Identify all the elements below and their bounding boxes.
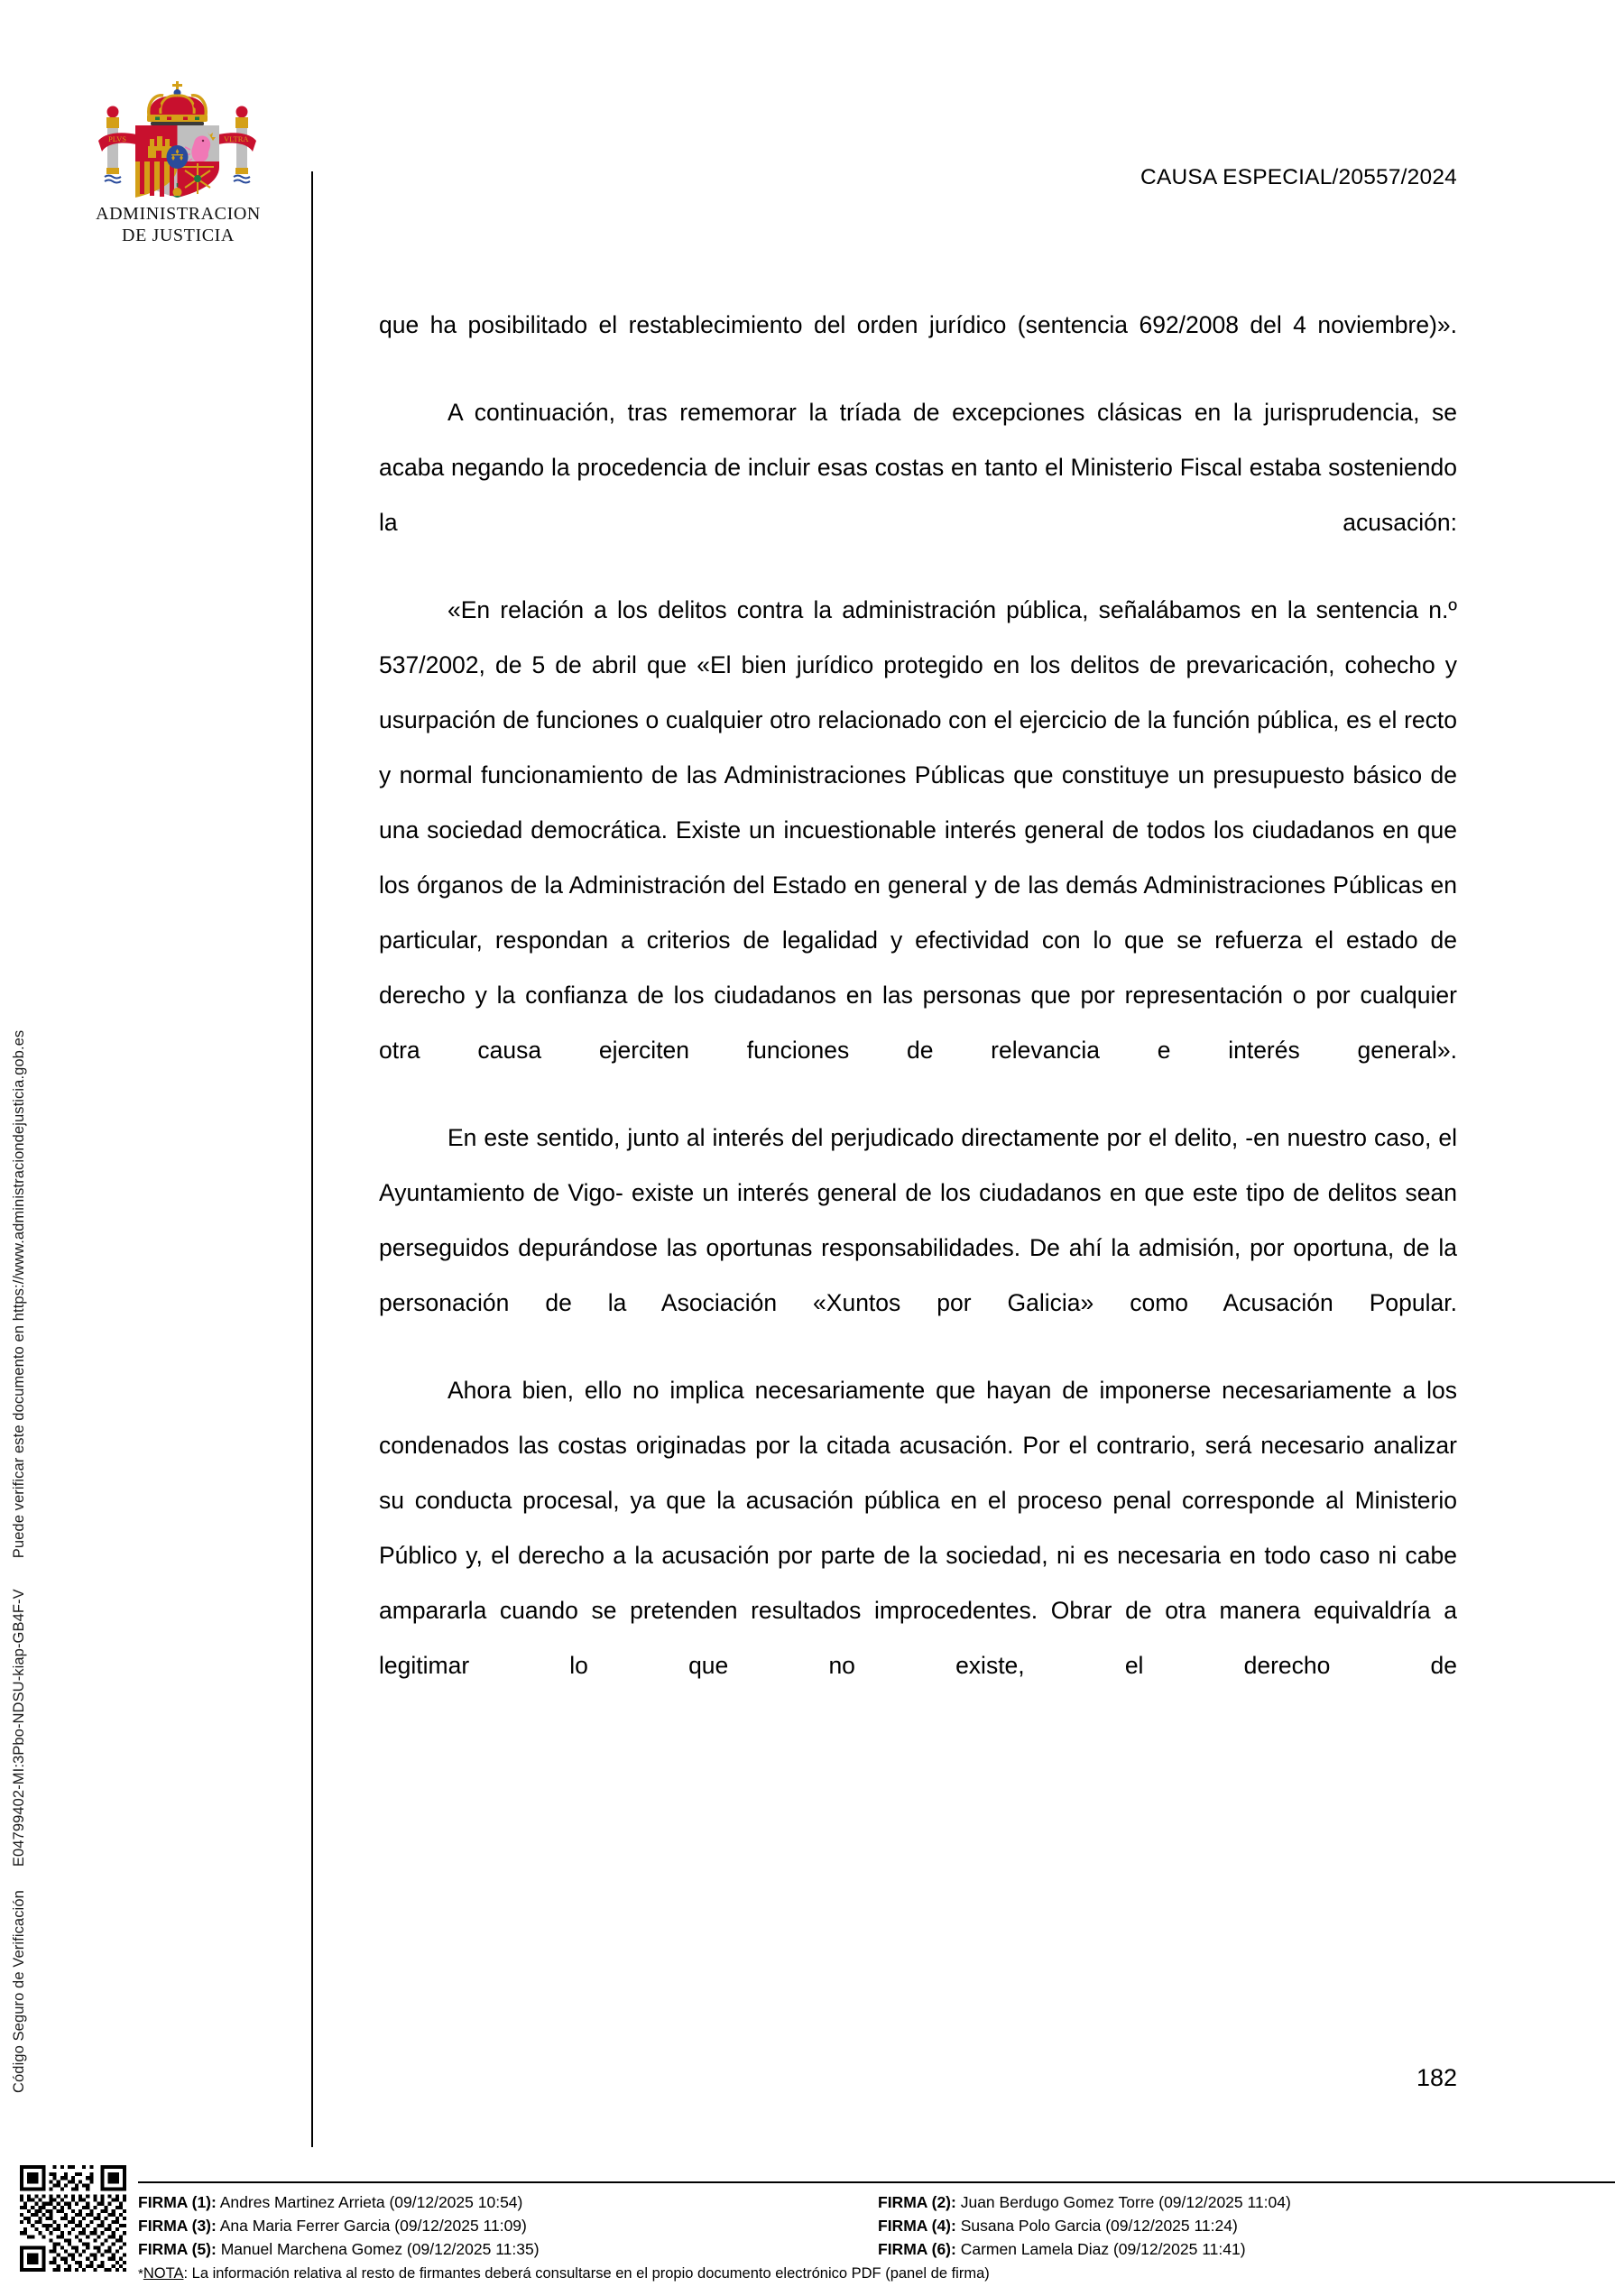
- signature-row-2: [878, 2190, 1618, 2214]
- paragraph-4: En este sentido, junto al interés del perjudicado directamente por el delito, -en nuestro caso, el Ayuntamiento de Vigo- existe un interés general de los ciudadanos en que este tipo de delitos sean perseguidos depurándose las oportunas responsabilidades. De ahí la admisión, por oportuna, de la personación de la Asociación «Xuntos por Galicia» como Acusación Popular.: [379, 1124, 1457, 1316]
- signature-label-1: FIRMA (1):: [138, 2193, 217, 2211]
- crown-icon: [147, 81, 208, 125]
- csv-label: Código Seguro de Verificación: [11, 1890, 27, 2093]
- signature-label-4: FIRMA (4):: [878, 2217, 956, 2235]
- page-number: 182: [1416, 2064, 1457, 2091]
- ribbon-left-text: PLVS: [107, 134, 126, 143]
- emblem-caption-line1: ADMINISTRACION: [96, 204, 261, 224]
- signature-label-6: FIRMA (6):: [878, 2240, 956, 2258]
- spain-coat-of-arms-block: [54, 78, 302, 246]
- signature-label-3: FIRMA (3):: [138, 2217, 217, 2235]
- paragraph-2: A continuación, tras rememorar la tríada de excepciones clásicas en la jurisprudencia, se acaba negando la procedencia de incluir esas costas en tanto el Ministerio Fiscal estaba sosteniendo la acusación:: [379, 399, 1457, 536]
- verification-code-strip: [7, 0, 49, 2147]
- signature-label-5: FIRMA (5):: [138, 2240, 217, 2258]
- signature-row-4: [878, 2214, 1618, 2237]
- case-reference-header: CAUSA ESPECIAL/20557/2024: [1140, 165, 1457, 189]
- signature-footer: [138, 2190, 1618, 2284]
- footer-note-star: *: [138, 2266, 143, 2282]
- footer-note-keyword: NOTA: [143, 2265, 184, 2282]
- signature-row-3: [138, 2214, 878, 2237]
- signature-row-5: [138, 2237, 878, 2261]
- signature-value-3: Ana Maria Ferrer Garcia (09/12/2025 11:09): [219, 2217, 527, 2235]
- signature-grid: [138, 2190, 1618, 2261]
- signature-value-2: Juan Berdugo Gomez Torre (09/12/2025 11:04): [960, 2193, 1291, 2211]
- emblem-caption-line2: DE JUSTICIA: [122, 225, 235, 245]
- paragraph-5: Ahora bien, ello no implica necesariamente que hayan de imponerse necesariamente a los condenados las costas originadas por la citada acusación. Por el contrario, será necesario analizar su conducta procesal, ya que la acusación pública en el proceso penal corresponde al Ministerio Público y, el derecho a la acusación por parte de la sociedad, ni es necesaria en todo caso ni cabe ampararla cuando se pretenden resultados improcedentes. Obrar de otra manera equivaldría a legitimar lo que no existe, el derecho de: [379, 1377, 1457, 1679]
- signature-value-5: Manuel Marchena Gomez (09/12/2025 11:35): [220, 2240, 540, 2258]
- signature-label-2: FIRMA (2):: [878, 2193, 956, 2211]
- footer-note: [138, 2264, 1618, 2284]
- signature-row-1: [138, 2190, 878, 2214]
- csv-code: E04799402-MI:3Pbo-NDSU-kiap-GB4F-V: [11, 1589, 27, 1867]
- shield-icon: [135, 125, 219, 198]
- signature-value-6: Carmen Lamela Diaz (09/12/2025 11:41): [960, 2240, 1246, 2258]
- paragraph-1: que ha posibilitado el restablecimiento del orden jurídico (sentencia 692/2008 del 4 noviembre)».: [379, 311, 1457, 338]
- coat-of-arms-icon: [84, 78, 273, 200]
- csv-verify-url-text: Puede verificar este documento en https://www.administraciondejusticia.gob.es: [11, 1029, 27, 1559]
- signature-value-4: Susana Polo Garcia (09/12/2025 11:24): [960, 2217, 1238, 2235]
- signature-row-6: [878, 2237, 1618, 2261]
- ribbon-right-text: VLTRA: [223, 134, 249, 143]
- footer-note-text: : La información relativa al resto de firmantes deberá consultarse en el propio documento electrónico PDF (panel de firma): [183, 2265, 990, 2282]
- document-body: [379, 298, 1457, 1693]
- footer-divider-rule: [138, 2181, 1615, 2183]
- paragraph-3: «En relación a los delitos contra la administración pública, señalábamos en la sentencia n.º 537/2002, de 5 de abril que «El bien jurídico protegido en los delitos de prevaricación, cohecho y usurpación de funciones o cualquier otro relacionado con el ejercicio de la función pública, es el recto y normal funcionamiento de las Administraciones Públicas que constituye un presupuesto básico de una sociedad democrática. Existe un incuestionable interés general de todos los ciudadanos en que los órganos de la Administración del Estado en general y de las demás Administraciones Públicas en particular, respondan a criterios de legalidad y efectividad con lo que se refuerza el estado de derecho y la confianza de los ciudadanos en las personas que por representación o por cualquier otra causa ejerciten funciones de relevancia e interés general».: [379, 596, 1457, 1064]
- margin-divider-rule: [311, 171, 313, 2147]
- verification-code-text: [11, 1030, 28, 2093]
- bourbon-escutcheon: [166, 145, 188, 169]
- qr-code: [20, 2165, 126, 2272]
- emblem-caption: [54, 204, 302, 246]
- signature-value-1: Andres Martinez Arrieta (09/12/2025 10:54): [219, 2193, 523, 2211]
